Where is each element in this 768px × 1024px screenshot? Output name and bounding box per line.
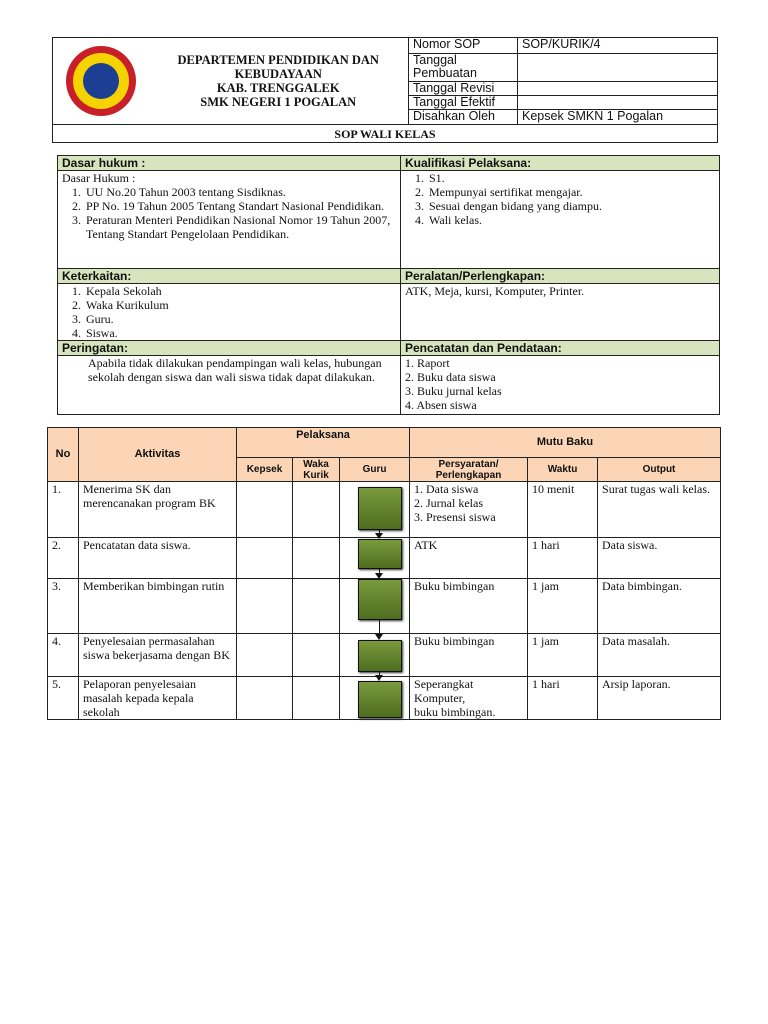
- org-line: KEBUDAYAAN: [234, 67, 322, 81]
- field-label: Nomor SOP: [409, 38, 518, 54]
- row-waka: [293, 579, 340, 634]
- row-waktu: 1 jam: [528, 579, 598, 634]
- persyaratan-item: 2. Jurnal kelas: [414, 496, 483, 510]
- row-waka: [293, 634, 340, 677]
- row-persyaratan: [410, 634, 528, 677]
- row-persyaratan: [410, 482, 528, 538]
- process-box: [358, 681, 402, 718]
- row-no: 3.: [48, 579, 79, 634]
- persyaratan-item: Seperangkat Komputer,: [414, 677, 474, 705]
- row-waktu: 1 jam: [528, 634, 598, 677]
- col-guru: Guru: [340, 458, 410, 482]
- process-box: [358, 640, 402, 672]
- org-line: DEPARTEMEN PENDIDIKAN DAN: [177, 53, 379, 67]
- field-value: Kepsek SMKN 1 Pogalan: [518, 110, 718, 125]
- row-waka: [293, 482, 340, 538]
- list-item: 1. S1.: [427, 171, 715, 185]
- list-item: 3. Sesuai dengan bidang yang diampu.: [427, 199, 715, 213]
- org-line: KAB. TRENGGALEK: [216, 81, 340, 95]
- col-persyaratan: Persyaratan/ Perlengkapan: [410, 458, 528, 482]
- col-no: No: [48, 428, 79, 482]
- row-output: Arsip laporan.: [598, 677, 721, 720]
- list-item: 4. Absen siswa: [405, 398, 477, 412]
- org-line: SMK NEGERI 1 POGALAN: [200, 95, 357, 109]
- row-no: 4.: [48, 634, 79, 677]
- kualifikasi-content: [401, 171, 720, 269]
- document-title: SOP WALI KELAS: [53, 125, 718, 143]
- info-table: [57, 155, 720, 415]
- list-item: 3. Peraturan Menteri Pendidikan Nasional Nomor 19 Tahun 2007, Tentang Standart Pengelolaan Pendidikan.: [84, 213, 396, 241]
- field-value: [518, 82, 718, 96]
- list-item: 1. UU No.20 Tahun 2003 tentang Sisdiknas.: [84, 185, 396, 199]
- peralatan-heading: Peralatan/Perlengkapan:: [401, 269, 720, 284]
- list-item: 1. Kepala Sekolah: [84, 284, 396, 298]
- row-output: Data siswa.: [598, 538, 721, 579]
- persyaratan-item: buku bimbingan.: [414, 705, 496, 719]
- org-name: [149, 38, 409, 125]
- row-no: 2.: [48, 538, 79, 579]
- row-aktivitas: Pelaporan penyelesaian masalah kepada kepala sekolah: [79, 677, 237, 720]
- field-value: SOP/KURIK/4: [518, 38, 718, 54]
- persyaratan-item: Buku bimbingan: [414, 634, 495, 648]
- row-output: Data masalah.: [598, 634, 721, 677]
- row-aktivitas: Pencatatan data siswa.: [79, 538, 237, 579]
- row-output: Data bimbingan.: [598, 579, 721, 634]
- dasar-hukum-heading: Dasar hukum :: [58, 156, 401, 171]
- col-mutu-baku: Mutu Baku: [410, 428, 721, 458]
- field-label: Tanggal Efektif: [409, 96, 518, 110]
- col-waka: Waka Kurik: [293, 458, 340, 482]
- row-persyaratan: [410, 677, 528, 720]
- pencatatan-content: [401, 356, 720, 415]
- list-item: 2. PP No. 19 Tahun 2005 Tentang Standart Nasional Pendidikan.: [84, 199, 396, 213]
- row-aktivitas: Penyelesaian permasalahan siswa bekerjasama dengan BK: [79, 634, 237, 677]
- row-kepsek: [237, 482, 293, 538]
- field-label: Disahkan Oleh: [409, 110, 518, 125]
- list-item: 4. Siswa.: [84, 326, 396, 340]
- row-waka: [293, 538, 340, 579]
- row-waktu: 10 menit: [528, 482, 598, 538]
- row-aktivitas: Memberikan bimbingan rutin: [79, 579, 237, 634]
- school-logo: [66, 46, 136, 116]
- persyaratan-item: 1. Data siswa: [414, 482, 479, 496]
- row-kepsek: [237, 538, 293, 579]
- row-waktu: 1 hari: [528, 538, 598, 579]
- row-persyaratan: [410, 579, 528, 634]
- row-no: 5.: [48, 677, 79, 720]
- logo-cell: [53, 38, 149, 125]
- peringatan-content: Apabila tidak dilakukan pendampingan wali kelas, hubungan sekolah dengan siswa dan wali siswa tidak dapat dilakukan.: [58, 356, 401, 415]
- flow-line: [379, 620, 380, 634]
- sop-header-table: [52, 37, 718, 143]
- row-no: 1.: [48, 482, 79, 538]
- pencatatan-heading: Pencatatan dan Pendataan:: [401, 341, 720, 356]
- persyaratan-item: Buku bimbingan: [414, 579, 495, 593]
- peralatan-content: ATK, Meja, kursi, Komputer, Printer.: [401, 284, 720, 341]
- procedure-table: [47, 427, 721, 720]
- keterkaitan-heading: Keterkaitan:: [58, 269, 401, 284]
- field-label: Tanggal Revisi: [409, 82, 518, 96]
- list-item: 1. Raport: [405, 356, 450, 370]
- row-kepsek: [237, 677, 293, 720]
- row-aktivitas: Menerima SK dan merencanakan program BK: [79, 482, 237, 538]
- process-box: [358, 487, 402, 530]
- peringatan-heading: Peringatan:: [58, 341, 401, 356]
- list-item: 3. Buku jurnal kelas: [405, 384, 502, 398]
- row-output: Surat tugas wali kelas.: [598, 482, 721, 538]
- col-waktu: Waktu: [528, 458, 598, 482]
- list-item: 3. Guru.: [84, 312, 396, 326]
- field-label: Tanggal Pembuatan: [409, 54, 518, 82]
- col-aktivitas: Aktivitas: [79, 428, 237, 482]
- row-persyaratan: [410, 538, 528, 579]
- process-box: [358, 539, 402, 569]
- field-value: [518, 54, 718, 82]
- list-item: 4. Wali kelas.: [427, 213, 715, 227]
- col-kepsek: Kepsek: [237, 458, 293, 482]
- col-output: Output: [598, 458, 721, 482]
- list-item: 2. Waka Kurikulum: [84, 298, 396, 312]
- row-waka: [293, 677, 340, 720]
- kualifikasi-heading: Kualifikasi Pelaksana:: [401, 156, 720, 171]
- row-kepsek: [237, 634, 293, 677]
- persyaratan-item: 3. Presensi siswa: [414, 510, 496, 524]
- col-pelaksana: Pelaksana: [237, 428, 410, 458]
- list-item: 2. Buku data siswa: [405, 370, 496, 384]
- field-value: [518, 96, 718, 110]
- dasar-intro: Dasar Hukum :: [62, 171, 136, 185]
- row-waktu: 1 hari: [528, 677, 598, 720]
- process-box: [358, 579, 402, 620]
- dasar-hukum-content: [58, 171, 401, 269]
- row-kepsek: [237, 579, 293, 634]
- list-item: 2. Mempunyai sertifikat mengajar.: [427, 185, 715, 199]
- keterkaitan-content: [58, 284, 401, 341]
- persyaratan-item: ATK: [414, 538, 438, 552]
